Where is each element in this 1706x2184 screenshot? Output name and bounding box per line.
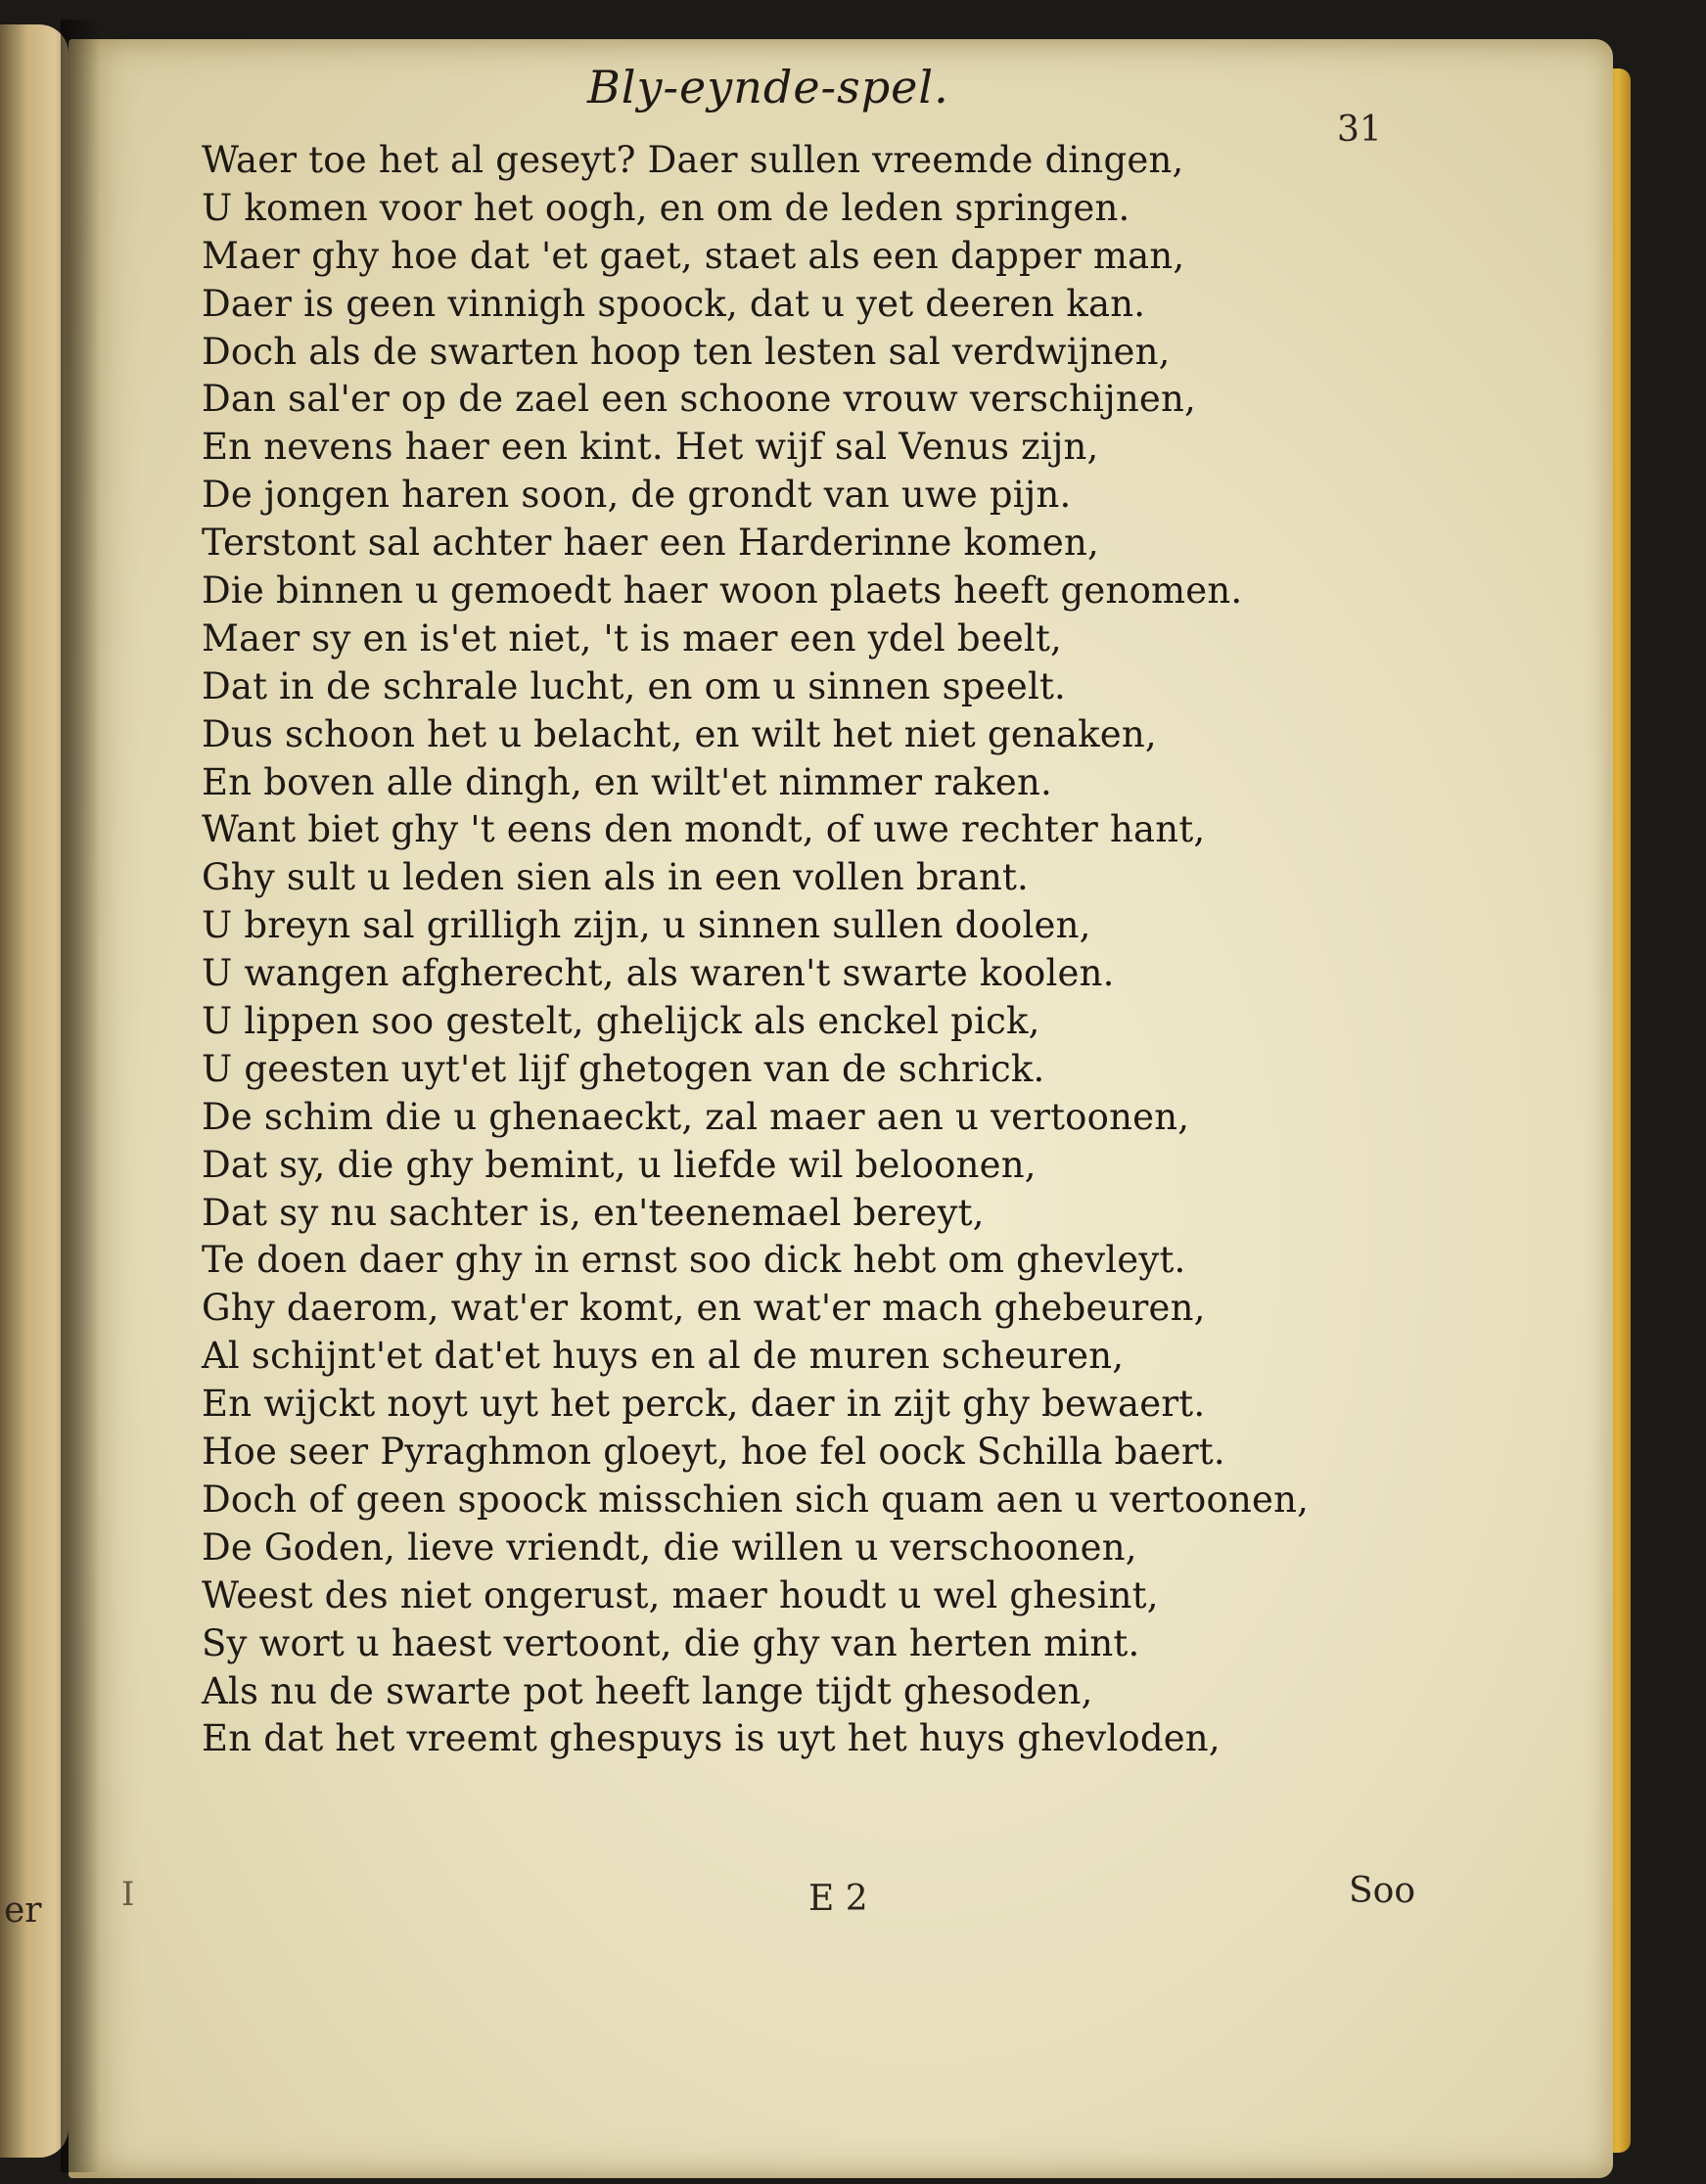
verse-line: Doch als de swarten hoop ten lesten sal verdwijnen, xyxy=(202,330,1171,373)
verse-line: De schim die u ghenaeckt, zal maer aen u vertoonen, xyxy=(202,1095,1190,1138)
verse-line: En nevens haer een kint. Het wijf sal Venus zijn, xyxy=(202,426,1099,469)
verse-line: En wijckt noyt uyt het perck, daer in zijt ghy bewaert. xyxy=(202,1383,1206,1426)
verse-line: Sy wort u haest vertoont, die ghy van herten mint. xyxy=(202,1621,1140,1664)
verse-line: Die binnen u gemoedt haer woon plaets heeft genomen. xyxy=(202,569,1243,613)
verse-text xyxy=(202,137,1357,1763)
verse-line: Want biet ghy 't eens den mondt, of uwe rechter hant, xyxy=(202,808,1206,851)
catchword: Soo xyxy=(1349,1871,1416,1911)
verse-line: U komen voor het oogh, en om de leden springen. xyxy=(202,186,1130,229)
verse-line: Dan sal'er op de zael een schoone vrouw verschijnen, xyxy=(202,378,1196,421)
verse-line: Ghy daerom, wat'er komt, en wat'er mach ghebeuren, xyxy=(202,1287,1206,1330)
verse-line: Maer sy en is'et niet, 't is maer een ydel beelt, xyxy=(202,616,1062,660)
left-page-fragment: er xyxy=(4,1890,42,1931)
verse-line: Al schijnt'et dat'et huys en al de muren scheuren, xyxy=(202,1335,1125,1378)
verse-line: En boven alle dingh, en wilt'et nimmer raken. xyxy=(202,760,1052,803)
verse-line: U wangen afgherecht, als waren't swarte koolen. xyxy=(202,952,1115,995)
running-title: Bly-eynde-spel. xyxy=(587,61,949,114)
verse-line: U lippen soo gestelt, ghelijck als enckel pick, xyxy=(202,1000,1040,1043)
verse-line: Te doen daer ghy in ernst soo dick hebt om ghevleyt. xyxy=(202,1239,1186,1282)
verse-line: Hoe seer Pyraghmon gloeyt, hoe fel oock Schilla baert. xyxy=(202,1431,1225,1474)
verse-line: Dat sy, die ghy bemint, u liefde wil beloonen, xyxy=(202,1143,1037,1186)
verse-line: Dat in de schrale lucht, en om u sinnen speelt. xyxy=(202,664,1067,707)
verse-line: De jongen haren soon, de grondt van uwe pijn. xyxy=(202,474,1072,517)
verse-line: U breyn sal grilligh zijn, u sinnen sullen doolen, xyxy=(202,904,1091,947)
verse-line: Doch of geen spoock misschien sich quam aen u vertoonen, xyxy=(202,1478,1310,1521)
verse-line: Weest des niet ongerust, maer houdt u wel ghesint, xyxy=(202,1573,1159,1616)
verse-line: Maer ghy hoe dat 'et gaet, staet als een dapper man, xyxy=(202,234,1185,277)
signature-mark: E 2 xyxy=(808,1879,868,1919)
verse-line: Waer toe het al geseyt? Daer sullen vreemde dingen, xyxy=(202,139,1184,181)
page-number: 31 xyxy=(1337,110,1382,150)
verse-line: De Goden, lieve vriendt, die willen u verschoonen, xyxy=(202,1525,1137,1569)
verse-line: Ghy sult u leden sien als in een vollen brant. xyxy=(202,856,1030,899)
left-page-edge xyxy=(0,24,69,2158)
spine-shadow xyxy=(61,20,100,2172)
verse-line: Terstont sal achter haer een Harderinne komen, xyxy=(202,522,1099,565)
verse-line: En dat het vreemt ghespuys is uyt het huys ghevloden, xyxy=(202,1717,1221,1760)
margin-mark: I xyxy=(121,1875,135,1914)
verse-line: Dat sy nu sachter is, en'teenemael bereyt, xyxy=(202,1191,985,1234)
verse-line: Als nu de swarte pot heeft lange tijdt ghesoden, xyxy=(202,1669,1093,1712)
verse-line: U geesten uyt'et lijf ghetogen van de schrick. xyxy=(202,1047,1045,1090)
verse-line: Dus schoon het u belacht, en wilt het niet genaken, xyxy=(202,712,1157,755)
verse-line: Daer is geen vinnigh spoock, dat u yet deeren kan. xyxy=(202,282,1146,325)
